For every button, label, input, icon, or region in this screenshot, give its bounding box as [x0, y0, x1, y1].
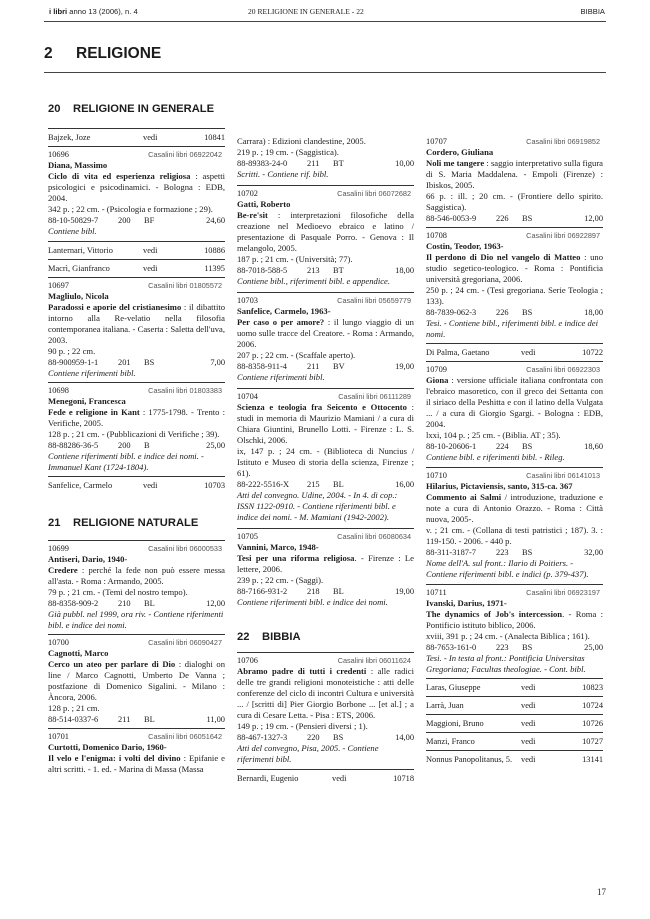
- cross-reference: Laras, Giuseppe vedi 10823: [426, 683, 603, 692]
- chapter-heading: 2 RELIGIONE: [44, 45, 162, 62]
- bibliographic-entry: 10697 Casalini libri 01805572 Magliulo, Nicola Paradossi e aporie del cristianesimo : il dibattito intorno alla Re-velatio nella filosofia contemporanea italiana. - Caserta : Saletta dell'uva, 2003. 90 p. ; 22 cm. 88-900959-1-1 201 BS 7,00 Contiene riferimenti bibl.: [48, 281, 226, 378]
- section-heading-21: 21 RELIGIONE NATURALE: [48, 517, 199, 529]
- bibliographic-entry: 10710 Casalini libri 06141013 Hilarius, Pictaviensis, santo, 315-ca. 367 Commento ai Salmi / introduzione, traduzione e note a cura di Antonio Orazzo. - Roma : Città nuova, 2005-. v. ; 21 cm. - (Collana di testi patristici ; 187). 3. : 119-150. - 2006. - 440 p. 88-311-3187-7 223 BS 32,00 Nome dell'A. sul front.: Ilario di Poitiers. - Contiene riferimenti bibl. e indici (p. 379-437).: [426, 471, 603, 579]
- cross-reference: Macrì, Gianfranco vedi 11395: [48, 264, 225, 273]
- cross-reference: Nonnus Panopolitanus, 5. vedi 13141: [426, 755, 603, 764]
- bibliographic-entry: 10699 Casalini libri 06000533 Antiseri, Dario, 1940- Credere : perché la fede non può essere messa all'asta. - Roma : Armando, 2005. 79 p. ; 21 cm. - (Temi del nostro tempo). 88-8358-909-2 210 BL 12,00 Già pubbl. nel 1999, ora riv. - Contiene riferimenti bibl. e indice dei nomi.: [48, 544, 225, 630]
- cross-reference: Lanternari, Vittorio vedi 10886: [48, 246, 225, 255]
- cross-reference: Bernardi, Eugenio vedi 10718: [237, 774, 414, 783]
- bibliographic-entry: 10696 Casalini libri 06922042 Diana, Massimo Ciclo di vita ed esperienza religiosa : aspetti psicologici e psicodinamici. - Bologna : EDB, 2004. 342 p. ; 22 cm. - (Psicologia e formazione ; 29). 88-10-50829-7 200 BF 24,60 Contiene bibl.: [48, 150, 225, 236]
- column-1: [48, 102, 225, 775]
- column-2: [237, 136, 414, 787]
- running-head-center: 20 RELIGIONE IN GENERALE - 22: [248, 7, 364, 16]
- cross-reference: Bajzek, Joze vedi 10841: [48, 133, 225, 142]
- running-head-right: BIBBIA: [580, 7, 605, 16]
- bibliographic-entry: 10700 Casalini libri 06090427 Cagnotti, Marco Cerco un ateo per parlare di Dio : dialoghi on line / Marco Cagnotti, Umberto De Vanna ; postfazione di Domenico Sigalini. - Milano : Àncora, 2006. 128 p. ; 21 cm. 88-514-0337-6 211 BL 11,00: [48, 638, 225, 724]
- bibliographic-entry-continued: Carrara) : Edizioni clandestine, 2005. 219 p. ; 19 cm. - (Saggistica). 88-89383-24-0 211 BT 10,00 Scritti. - Contiene rif. bibl.: [237, 136, 414, 179]
- section-heading-22: 22 BIBBIA: [237, 631, 301, 643]
- page-number: 17: [597, 887, 606, 897]
- section-heading-20: 20 RELIGIONE IN GENERALE: [48, 103, 215, 115]
- bibliographic-entry: 10711 Casalini libri 06923197 Ivanski, Darius, 1971- The dynamics of Job's intercession. - Roma : Pontificio istituto biblico, 2006. xviii, 391 p. ; 24 cm. - (Analecta Biblica ; 161). 88-7653-161-0 223 BS 25,00 Tesi. - In testa al front.: Pontificia Universitas Gregoriana; Facultas theologiae. - Cont. bibl.: [426, 588, 604, 674]
- bibliographic-entry: 10706 Casalini libri 06011624 Abramo padre di tutti i credenti : alle radici delle tre grandi religioni monoteistiche : atti delle conferenze del ciclo di incontri Cultura e università ... / [scritti di] Pier Giorgio Borbone ... [et al.] ; a cura di Cesare Letta. - Pisa : ETS, 2006. 149 p. ; 19 cm. - (Pensieri diversi ; 1). 88-467-1327-3 220 BS 14,00 Atti del convegno, Pisa, 2005. - Contiene riferimenti bibl.: [237, 656, 415, 764]
- header-rule: [44, 21, 606, 22]
- bibliographic-entry: 10701 Casalini libri 06051642 Curtotti, Domenico Dario, 1960- Il velo e l'enigma: i volti del divino : Epifanie e altri scritti. - 1. ed. - Marina di Massa (Massa: [48, 732, 225, 774]
- bibliographic-entry: 10705 Casalini libri 06080634 Vannini, Marco, 1948- Tesi per una riforma religiosa. - Firenze : Le lettere, 2006. 239 p. ; 22 cm. - (Saggi). 88-7166-931-2 218 BL 19,00 Contiene riferimenti bibl. e indice dei nomi.: [237, 532, 414, 607]
- chapter-rule: [44, 72, 606, 73]
- cross-reference: Maggioni, Bruno vedi 10726: [426, 719, 603, 728]
- bibliographic-entry: 10707 Casalini libri 06919852 Cordero, Giuliana Noli me tangere : saggio interpretativo sulla figura di S. Maria Maddalena. - Empoli (Firenze) : Ibiskos, 2005. 66 p. : ill. ; 20 cm. - (Frontiere dello spirito. Saggistica). 88-546-0053-9 226 BS 12,00: [426, 137, 603, 223]
- running-head-left: i libri anno 13 (2006), n. 4: [49, 7, 138, 16]
- cross-reference: Manzi, Franco vedi 10727: [426, 737, 603, 746]
- cross-reference: Larrà, Juan vedi 10724: [426, 701, 603, 710]
- bibliographic-entry: 10704 Casalini libri 06111289 Scienza e teologia fra Seicento e Ottocento : studi in memoria di Maurizio Mamiani / a cura di Chiara Giuntini, Brunello Lotti. - Firenze : L. S. Olschki, 2006. ix, 147 p. ; 24 cm. - (Biblioteca di Nuncius / Istituto e Museo di storia della scienza, Firenze ; 61). 88-222-5516-X 215 BL 16,00 Atti del convegno. Udine, 2004. - In 4. di cop.: ISSN 1122-0910. - Contiene riferimenti bibl. e indice dei nomi. - M. Mamiani (1942-2002).: [237, 392, 414, 522]
- bibliographic-entry: 10703 Casalini libri 05659779 Sanfelice, Carmelo, 1963- Per caso o per amore? : il lungo viaggio di un uomo sulle tracce del Creatore. - Roma : Armando, 2006. 207 p. ; 22 cm. - (Scaffale aperto). 88-8358-911-4 211 BV 19,00 Contiene riferimenti bibl.: [237, 296, 414, 382]
- cross-reference: Sanfelice, Carmelo vedi 10703: [48, 481, 225, 490]
- cross-reference: Di Palma, Gaetano vedi 10722: [426, 348, 603, 357]
- bibliographic-entry: 10702 Casalini libri 06072682 Gatti, Roberto Be-re'sit : interpretazioni filosofiche della creazione nel Medioevo ebraico e latino / presentazione di Pasquale Porro. - Genova : Il melangolo, 2005. 187 p. ; 21 cm. - (Università; 77). 88-7018-588-5 213 BT 18,00 Contiene bibl., riferimenti bibl. e appendice.: [237, 189, 414, 286]
- bibliographic-entry: 10709 Casalini libri 06922303 Giona : versione ufficiale italiana confrontata con l'ebraico masoretico, con il greco dei Settanta con il siriaco della Peshitta e con il latino della Vulgata ... / a cura di Giorgio Sgargi. - Bologna : EDB, 2004. lxxi, 104 p. ; 25 cm. - (Biblia. AT ; 35). 88-10-20606-1 224 BS 18,60 Contiene bibl. e riferimenti bibl. - Rileg.: [426, 365, 603, 462]
- bibliographic-entry: 10698 Casalini libri 01803383 Menegoni, Francesca Fede e religione in Kant : 1775-1798. - Trento : Verifiche, 2005. 128 p. ; 21 cm. - (Pubblicazioni di Verifiche ; 39). 88-88286-36-5 200 B 25,00 Contiene riferimenti bibl. e indice dei nomi. - Immanuel Kant (1724-1804).: [48, 386, 225, 472]
- column-3: [426, 136, 603, 768]
- bibliographic-entry: 10708 Casalini libri 06922897 Costin, Teodor, 1963- Il perdono di Dio nel vangelo di Matteo : uno studio segetico-teologico. - Roma : Pontificia università gregoriana, 2006. 250 p. ; 24 cm. - (Tesi gregoriana. Serie Teologia ; 133). 88-7839-062-3 226 BS 18,00 Tesi. - Contiene bibl., riferimenti bibl. e indice dei nomi.: [426, 231, 603, 339]
